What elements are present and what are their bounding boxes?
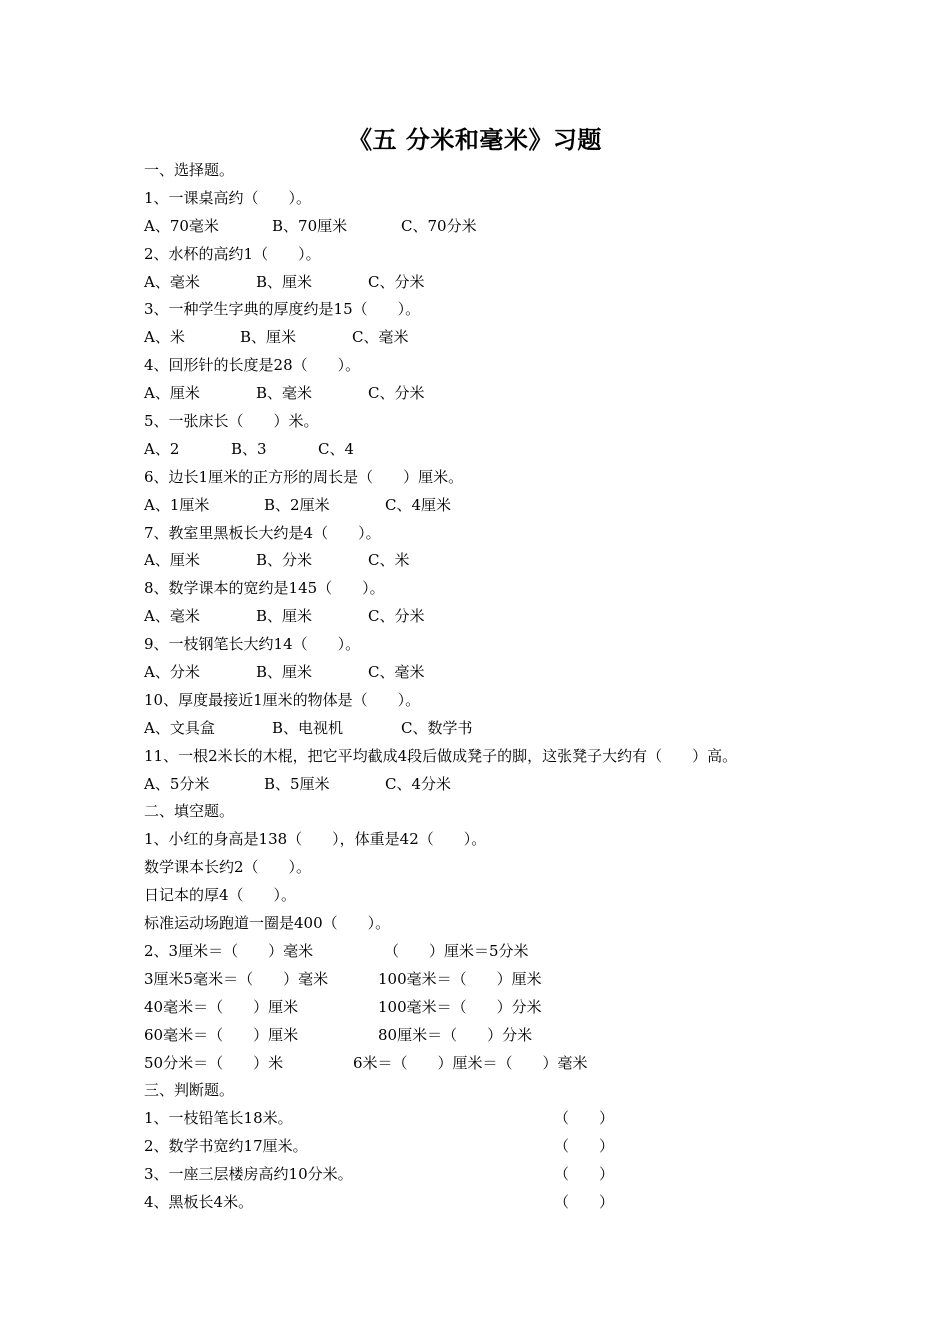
option-c: C、4厘米	[385, 495, 452, 514]
options-6	[144, 492, 904, 520]
judge-text: 2、数学书宽约17厘米。	[144, 1137, 308, 1156]
option-a: A、1厘米	[144, 495, 210, 514]
conversion-right: 100毫米＝（ ）分米	[378, 997, 542, 1016]
option-a: A、毫米	[144, 272, 200, 291]
judge-item	[144, 1189, 904, 1217]
conversion-row	[144, 1050, 904, 1078]
option-b: B、2厘米	[264, 495, 330, 514]
answer-paren: （ ）	[554, 1165, 615, 1184]
option-b: B、70厘米	[272, 216, 348, 235]
option-a: A、厘米	[144, 384, 200, 403]
option-b: B、厘米	[256, 663, 313, 682]
judge-text: 4、黑板长4米。	[144, 1192, 254, 1211]
options-9	[144, 659, 904, 687]
section-heading-fill: 二、填空题。	[144, 802, 235, 821]
question-3: 3、一种学生字典的厚度约是15（ ）。	[144, 300, 421, 319]
option-c: C、分米	[368, 272, 425, 291]
option-c: C、毫米	[352, 328, 409, 347]
option-c: C、70分米	[401, 216, 477, 235]
question-5: 5、一张床长（ ）米。	[144, 412, 319, 431]
judge-item	[144, 1133, 904, 1161]
option-a: A、米	[144, 328, 185, 347]
worksheet-body	[144, 157, 904, 1217]
option-b: B、电视机	[272, 718, 344, 737]
option-c: C、分米	[368, 607, 425, 626]
answer-paren: （ ）	[554, 1137, 615, 1156]
answer-paren: （ ）	[554, 1109, 615, 1128]
question-7: 7、教室里黑板长大约是4（ ）。	[144, 523, 381, 542]
judge-text: 1、一枝铅笔长18米。	[144, 1109, 293, 1128]
option-c: C、4	[318, 439, 355, 458]
option-b: B、厘米	[240, 328, 297, 347]
judge-item	[144, 1105, 904, 1133]
options-5	[144, 436, 904, 464]
option-a: A、2	[144, 439, 180, 458]
option-b: B、厘米	[256, 607, 313, 626]
conversion-row	[144, 994, 904, 1022]
conversion-left: 60毫米＝（ ）厘米	[144, 1025, 299, 1044]
conversion-right: 100毫米＝（ ）厘米	[378, 969, 542, 988]
option-b: B、3	[231, 439, 267, 458]
question-9: 9、一枝钢笔长大约14（ ）。	[144, 635, 361, 654]
options-11	[144, 771, 904, 799]
question-2: 2、水杯的高约1（ ）。	[144, 244, 321, 263]
option-b: B、毫米	[256, 384, 313, 403]
section-heading-choice: 一、选择题。	[144, 161, 235, 179]
question-1: 1、一课桌高约（ ）。	[144, 188, 312, 207]
question-11: 11、一根2米长的木棍，把它平均截成4段后做成凳子的脚，这张凳子大约有（ ）高。	[144, 746, 738, 765]
conversion-left: 50分米＝（ ）米	[144, 1053, 284, 1072]
options-3	[144, 324, 904, 352]
option-a: A、分米	[144, 663, 200, 682]
answer-paren: （ ）	[554, 1192, 615, 1211]
page-title: 《五 分米和毫米》习题	[348, 125, 602, 154]
conversion-right: 6米＝（ ）厘米＝（ ）毫米	[353, 1053, 588, 1072]
option-a: A、5分米	[144, 774, 210, 793]
options-4	[144, 380, 904, 408]
option-b: B、厘米	[256, 272, 313, 291]
options-7	[144, 547, 904, 575]
options-2	[144, 269, 904, 297]
judge-item	[144, 1161, 904, 1189]
conversion-row	[144, 966, 904, 994]
question-4: 4、回形针的长度是28（ ）。	[144, 356, 361, 375]
options-1	[144, 213, 904, 241]
option-c: C、毫米	[368, 663, 425, 682]
judge-text: 3、一座三层楼房高约10分米。	[144, 1165, 353, 1184]
option-c: C、4分米	[385, 774, 452, 793]
option-a: A、70毫米	[144, 216, 219, 235]
conversion-row	[144, 1022, 904, 1050]
conversion-right: （ ）厘米＝5分米	[384, 941, 529, 960]
question-8: 8、数学课本的宽约是145（ ）。	[144, 579, 385, 598]
option-c: C、分米	[368, 384, 425, 403]
option-a: A、厘米	[144, 551, 200, 570]
question-6: 6、边长1厘米的正方形的周长是（ ）厘米。	[144, 467, 464, 486]
conversion-row	[144, 938, 904, 966]
option-c: C、米	[368, 551, 410, 570]
options-10	[144, 715, 904, 743]
options-8	[144, 603, 904, 631]
conversion-left: 3厘米5毫米＝（ ）毫米	[144, 969, 329, 988]
option-b: B、分米	[256, 551, 313, 570]
fill-line-1: 1、小红的身高是138（ ），体重是42（ ）。	[144, 830, 487, 849]
conversion-right: 80厘米＝（ ）分米	[378, 1025, 533, 1044]
question-10: 10、厚度最接近1厘米的物体是（ ）。	[144, 690, 421, 709]
fill-line-4: 标准运动场跑道一圈是400（ ）。	[144, 914, 391, 933]
option-a: A、文具盒	[144, 718, 215, 737]
conversion-left: 40毫米＝（ ）厘米	[144, 997, 299, 1016]
conversion-left: 2、3厘米＝（ ）毫米	[144, 941, 314, 960]
section-heading-judge: 三、判断题。	[144, 1081, 235, 1100]
fill-line-3: 日记本的厚4（ ）。	[144, 886, 297, 905]
fill-line-2: 数学课本长约2（ ）。	[144, 858, 312, 877]
option-c: C、数学书	[401, 718, 473, 737]
option-b: B、5厘米	[264, 774, 330, 793]
option-a: A、毫米	[144, 607, 200, 626]
